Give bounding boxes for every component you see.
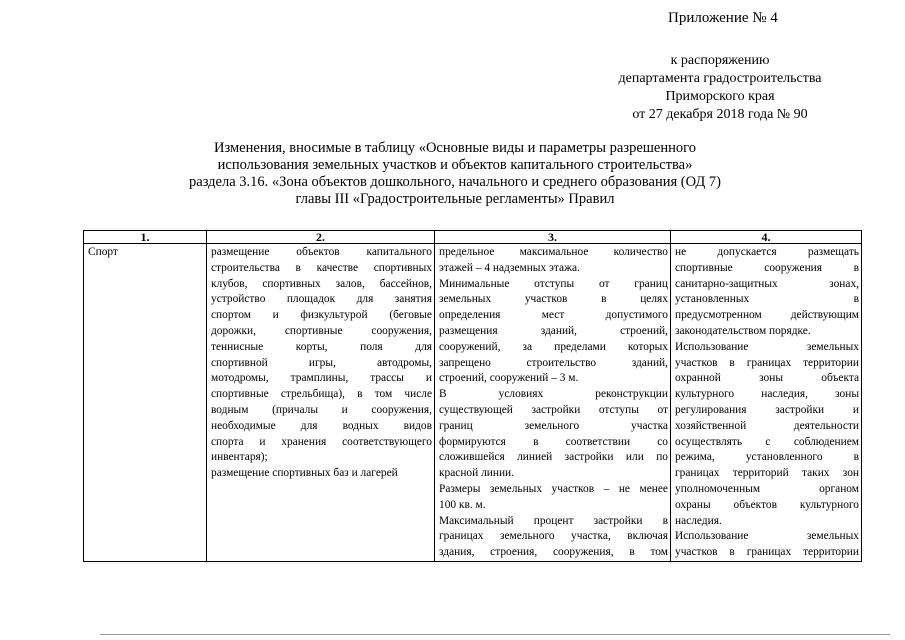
cell-text-line: В условиях реконструкции xyxy=(439,388,668,401)
cell-text-line: существующей застройки отступы от xyxy=(439,403,668,416)
cell-text-line: Размеры земельных участков – не менее xyxy=(439,482,668,495)
scan-edge-line xyxy=(100,634,890,635)
cell-text-line: теннисные корты, поля для xyxy=(211,340,432,353)
cell-text-line: предусмотренном действующим xyxy=(675,309,859,322)
cell-text-line: санитарно-защитных зонах, xyxy=(675,277,859,290)
title-line: использования земельных участков и объектов капитального строительства» xyxy=(217,157,693,173)
cell-text-line: участков в границах территории xyxy=(675,356,859,369)
order-line: департамента градостроительства xyxy=(618,71,822,86)
cell-text-line: красной линии. xyxy=(439,467,514,480)
cell-text-line: 100 кв. м. xyxy=(439,498,486,511)
table-header-row xyxy=(84,231,862,244)
cell-text-line: мотодромы, трамплины, трассы и xyxy=(211,372,432,385)
cell-text-line: спорта и хранения соответствующего xyxy=(211,435,432,448)
cell-text-line: размещение спортивных баз и лагерей xyxy=(211,467,398,480)
cell-text-line: спортом и физкультурой (беговые xyxy=(211,309,432,322)
cell-text-line: регулирования застройки и xyxy=(675,403,859,416)
order-line: Приморского края xyxy=(665,89,775,104)
cell-restrictions xyxy=(671,244,862,562)
cell-text-line: Максимальный процент застройки в xyxy=(439,514,668,527)
cell-text-line: формируются в соответствии со xyxy=(439,435,668,448)
cell-text-line: сложившейся линией застройки или по xyxy=(439,451,668,464)
cell-text-line: хозяйственной деятельности xyxy=(675,419,859,432)
cell-text-line: водным (причалы и сооружения, xyxy=(211,403,432,416)
cell-parameters xyxy=(435,244,671,562)
cell-use-type xyxy=(84,244,207,562)
column-header: 1. xyxy=(84,231,207,244)
cell-text-line: размещение объектов капитального xyxy=(211,246,432,258)
order-reference xyxy=(560,52,880,124)
cell-text-line: предельное максимальное количество xyxy=(439,246,668,258)
document-title xyxy=(140,140,770,208)
cell-text-line: уполномоченным органом xyxy=(675,482,859,495)
cell-text-line: границах земельного участка, включая xyxy=(439,530,668,543)
column-header: 2. xyxy=(207,231,435,244)
cell-text-line: запрещено строительство зданий, xyxy=(439,356,668,369)
cell-text-line: охранной зоны объекта xyxy=(675,372,859,385)
cell-text-line: режима, установленного в xyxy=(675,451,859,464)
cell-text-line: Использование земельных xyxy=(675,340,859,353)
cell-text-line: определения мест допустимого xyxy=(439,309,668,322)
annex-label: Приложение № 4 xyxy=(668,10,778,26)
order-line: от 27 декабря 2018 года № 90 xyxy=(632,107,808,122)
cell-text-line: строительства в качестве спортивных xyxy=(211,261,432,274)
cell-text-line: Спорт xyxy=(88,246,118,258)
cell-text-line: наследия. xyxy=(675,514,722,527)
title-line: главы III «Градостроительные регламенты» Правил xyxy=(295,191,615,207)
cell-text-line: спортивные стрельбища), в том числе xyxy=(211,388,432,401)
cell-text-line: здания, строения, сооружения, в том xyxy=(439,546,668,559)
cell-text-line: строений, сооружений – 3 м. xyxy=(439,372,579,385)
cell-text-line: спортивные сооружения в xyxy=(675,261,859,274)
cell-text-line: Использование земельных xyxy=(675,530,859,543)
cell-text-line: законодательством порядке. xyxy=(675,324,811,337)
cell-text-line: участков в границах территории xyxy=(675,546,859,559)
cell-text-line: размещения зданий, строений, xyxy=(439,324,668,337)
cell-description xyxy=(207,244,435,562)
title-line: Изменения, вносимые в таблицу «Основные виды и параметры разрешенного xyxy=(214,140,696,156)
cell-text-line: необходимые для водных видов xyxy=(211,419,432,432)
cell-text-line: границах территорий таких зон xyxy=(675,467,859,480)
cell-text-line: инвентаря); xyxy=(211,451,268,464)
cell-text-line: осуществлять с соблюдением xyxy=(675,435,859,448)
order-line: к распоряжению xyxy=(670,53,770,68)
cell-text-line: дорожки, спортивные сооружения, xyxy=(211,324,432,337)
title-line: раздела 3.16. «Зона объектов дошкольного, начального и среднего образования (ОД 7) xyxy=(189,174,721,190)
cell-text-line: границ земельного участка xyxy=(439,419,668,432)
cell-text-line: клубов, спортивных залов, бассейнов, xyxy=(211,277,432,290)
cell-text-line: земельных участков в целях xyxy=(439,293,668,306)
column-header: 3. xyxy=(435,231,671,244)
cell-text-line: охраны объектов культурного xyxy=(675,498,859,511)
cell-text-line: спортивной игры, автодромы, xyxy=(211,356,432,369)
cell-text-line: не допускается размещать xyxy=(675,246,859,258)
cell-text-line: устройство площадок для занятия xyxy=(211,293,432,306)
cell-text-line: Минимальные отступы от границ xyxy=(439,277,668,290)
cell-text-line: сооружений, за пределами которых xyxy=(439,340,668,353)
table-row xyxy=(84,244,862,562)
cell-text-line: культурного наследия, зоны xyxy=(675,388,859,401)
column-header: 4. xyxy=(671,231,862,244)
regulations-table xyxy=(83,230,862,562)
cell-text-line: установленных в xyxy=(675,293,859,306)
cell-text-line: этажей – 4 надземных этажа. xyxy=(439,261,580,274)
